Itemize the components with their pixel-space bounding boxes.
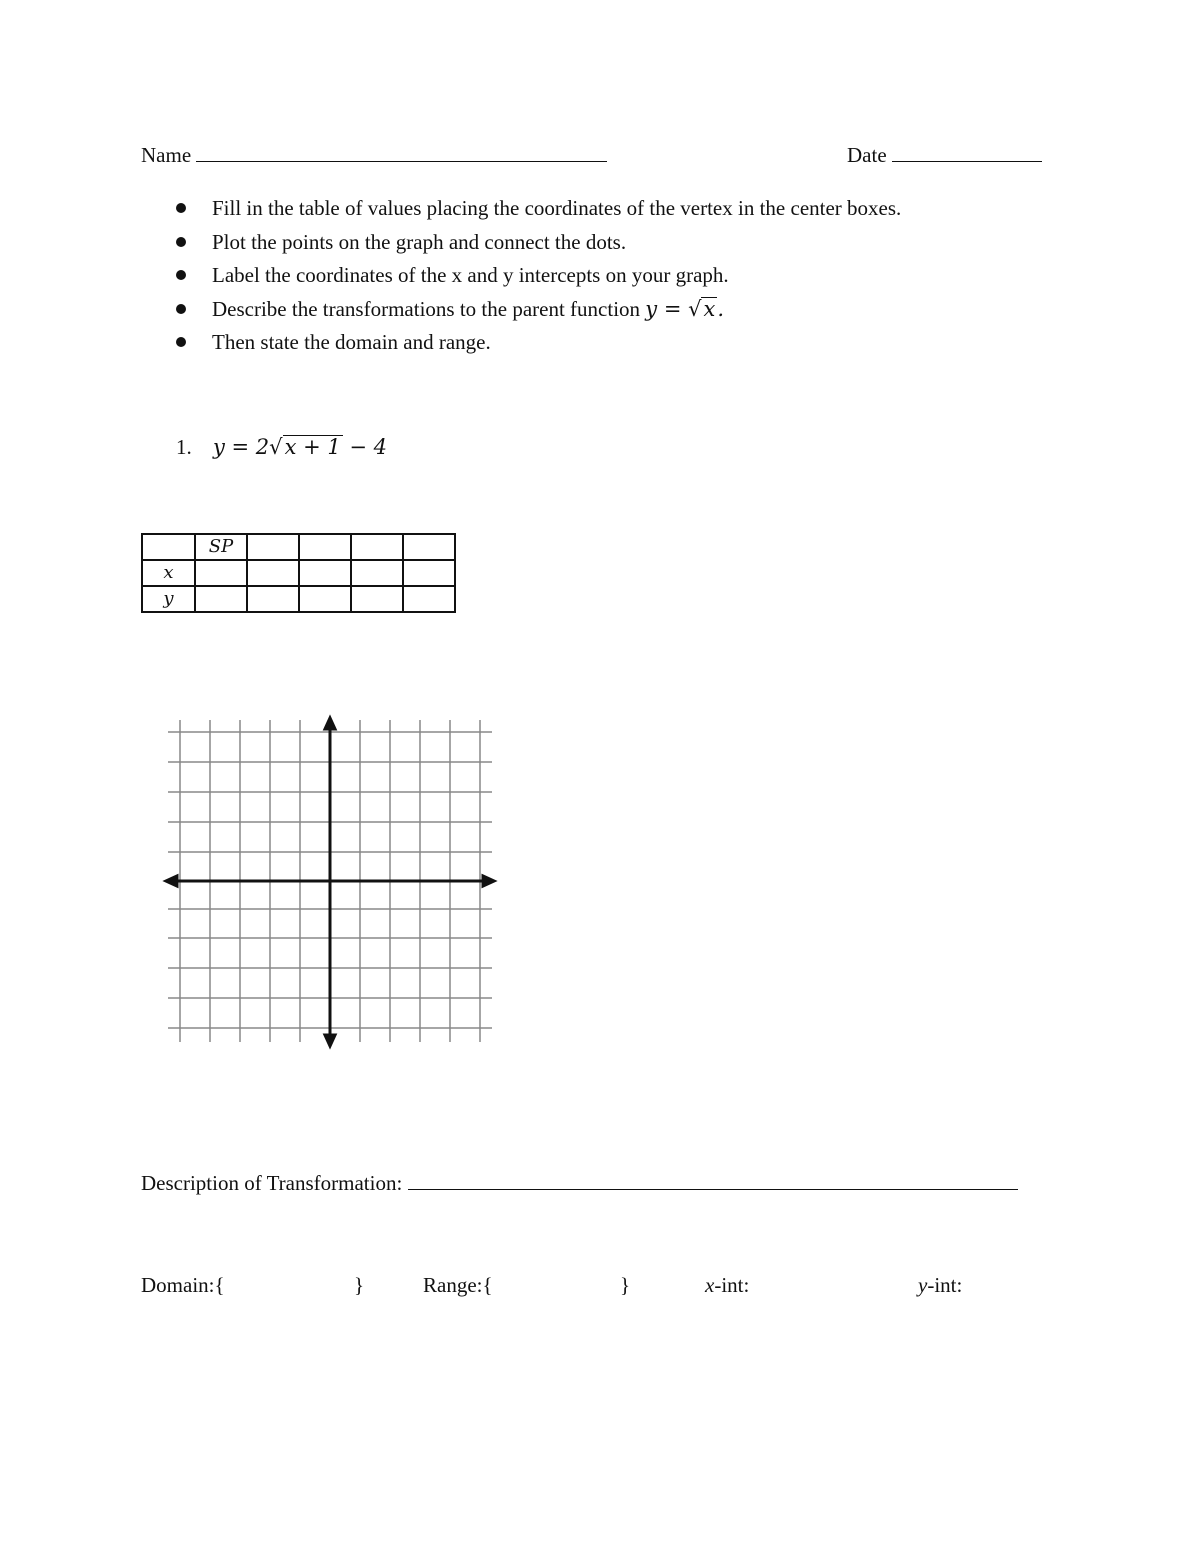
y-axis-arrow-up bbox=[325, 718, 335, 729]
date-label: Date bbox=[847, 143, 887, 167]
y-intercept-label: -int: bbox=[927, 1273, 963, 1297]
table-row-x bbox=[142, 560, 455, 586]
table-cell[interactable] bbox=[195, 560, 247, 586]
table-header-row bbox=[142, 534, 455, 560]
row-label-x: x bbox=[142, 560, 195, 586]
x-axis-arrow-left bbox=[166, 876, 177, 886]
y-axis-arrow-down bbox=[325, 1035, 335, 1046]
table-cell[interactable] bbox=[247, 534, 299, 560]
parent-function: y = √x. bbox=[645, 296, 725, 321]
domain-label: Domain:{ bbox=[141, 1273, 225, 1297]
x-axis-arrow-right bbox=[483, 876, 494, 886]
instruction-item: Label the coordinates of the x and y intercepts on your graph. bbox=[172, 261, 901, 295]
name-blank[interactable] bbox=[196, 143, 607, 162]
transformation-blank[interactable] bbox=[408, 1171, 1018, 1190]
table-cell[interactable] bbox=[299, 586, 351, 612]
domain-close: } bbox=[354, 1273, 365, 1297]
table-cell[interactable] bbox=[195, 586, 247, 612]
problem-equation: y = 2√x + 1 − 4 bbox=[213, 435, 388, 459]
row-label-y: y bbox=[142, 586, 195, 612]
table-cell[interactable] bbox=[299, 534, 351, 560]
table-cell[interactable] bbox=[403, 534, 455, 560]
y-intercept-var: y bbox=[918, 1273, 928, 1297]
x-intercept-var: x bbox=[705, 1273, 715, 1297]
transformation-line bbox=[141, 1170, 1018, 1196]
instruction-item: Fill in the table of values placing the coordinates of the vertex in the center boxes. bbox=[172, 194, 901, 228]
range-field bbox=[423, 1272, 493, 1298]
axes bbox=[166, 718, 494, 1046]
table-cell[interactable] bbox=[403, 586, 455, 612]
coordinate-grid[interactable] bbox=[160, 712, 500, 1052]
table-cell bbox=[142, 534, 195, 560]
table-cell[interactable] bbox=[299, 560, 351, 586]
date-line bbox=[847, 142, 1042, 168]
instruction-item: Then state the domain and range. bbox=[172, 328, 901, 362]
instruction-item: Describe the transformations to the parent function y = √x. bbox=[172, 295, 901, 329]
x-intercept-label: -int: bbox=[714, 1273, 750, 1297]
range-close: } bbox=[620, 1273, 631, 1297]
domain-field bbox=[141, 1272, 225, 1298]
instruction-list bbox=[172, 194, 901, 362]
date-blank[interactable] bbox=[892, 143, 1042, 162]
table-cell[interactable] bbox=[351, 534, 403, 560]
table-of-values bbox=[141, 533, 456, 613]
table-cell[interactable] bbox=[247, 586, 299, 612]
transformation-label: Description of Transformation: bbox=[141, 1171, 403, 1195]
table-cell[interactable] bbox=[247, 560, 299, 586]
instruction-item: Plot the points on the graph and connect the dots. bbox=[172, 228, 901, 262]
table-row-y bbox=[142, 586, 455, 612]
x-intercept-field bbox=[705, 1272, 749, 1298]
table-cell[interactable] bbox=[351, 586, 403, 612]
table-cell-sp: SP bbox=[195, 534, 247, 560]
name-label: Name bbox=[141, 143, 192, 167]
table-cell[interactable] bbox=[403, 560, 455, 586]
problem-number: 1. bbox=[176, 435, 192, 459]
y-intercept-field bbox=[918, 1272, 962, 1298]
range-label: Range:{ bbox=[423, 1273, 493, 1297]
problem-1 bbox=[176, 434, 387, 460]
table-cell[interactable] bbox=[351, 560, 403, 586]
name-line bbox=[141, 142, 607, 168]
